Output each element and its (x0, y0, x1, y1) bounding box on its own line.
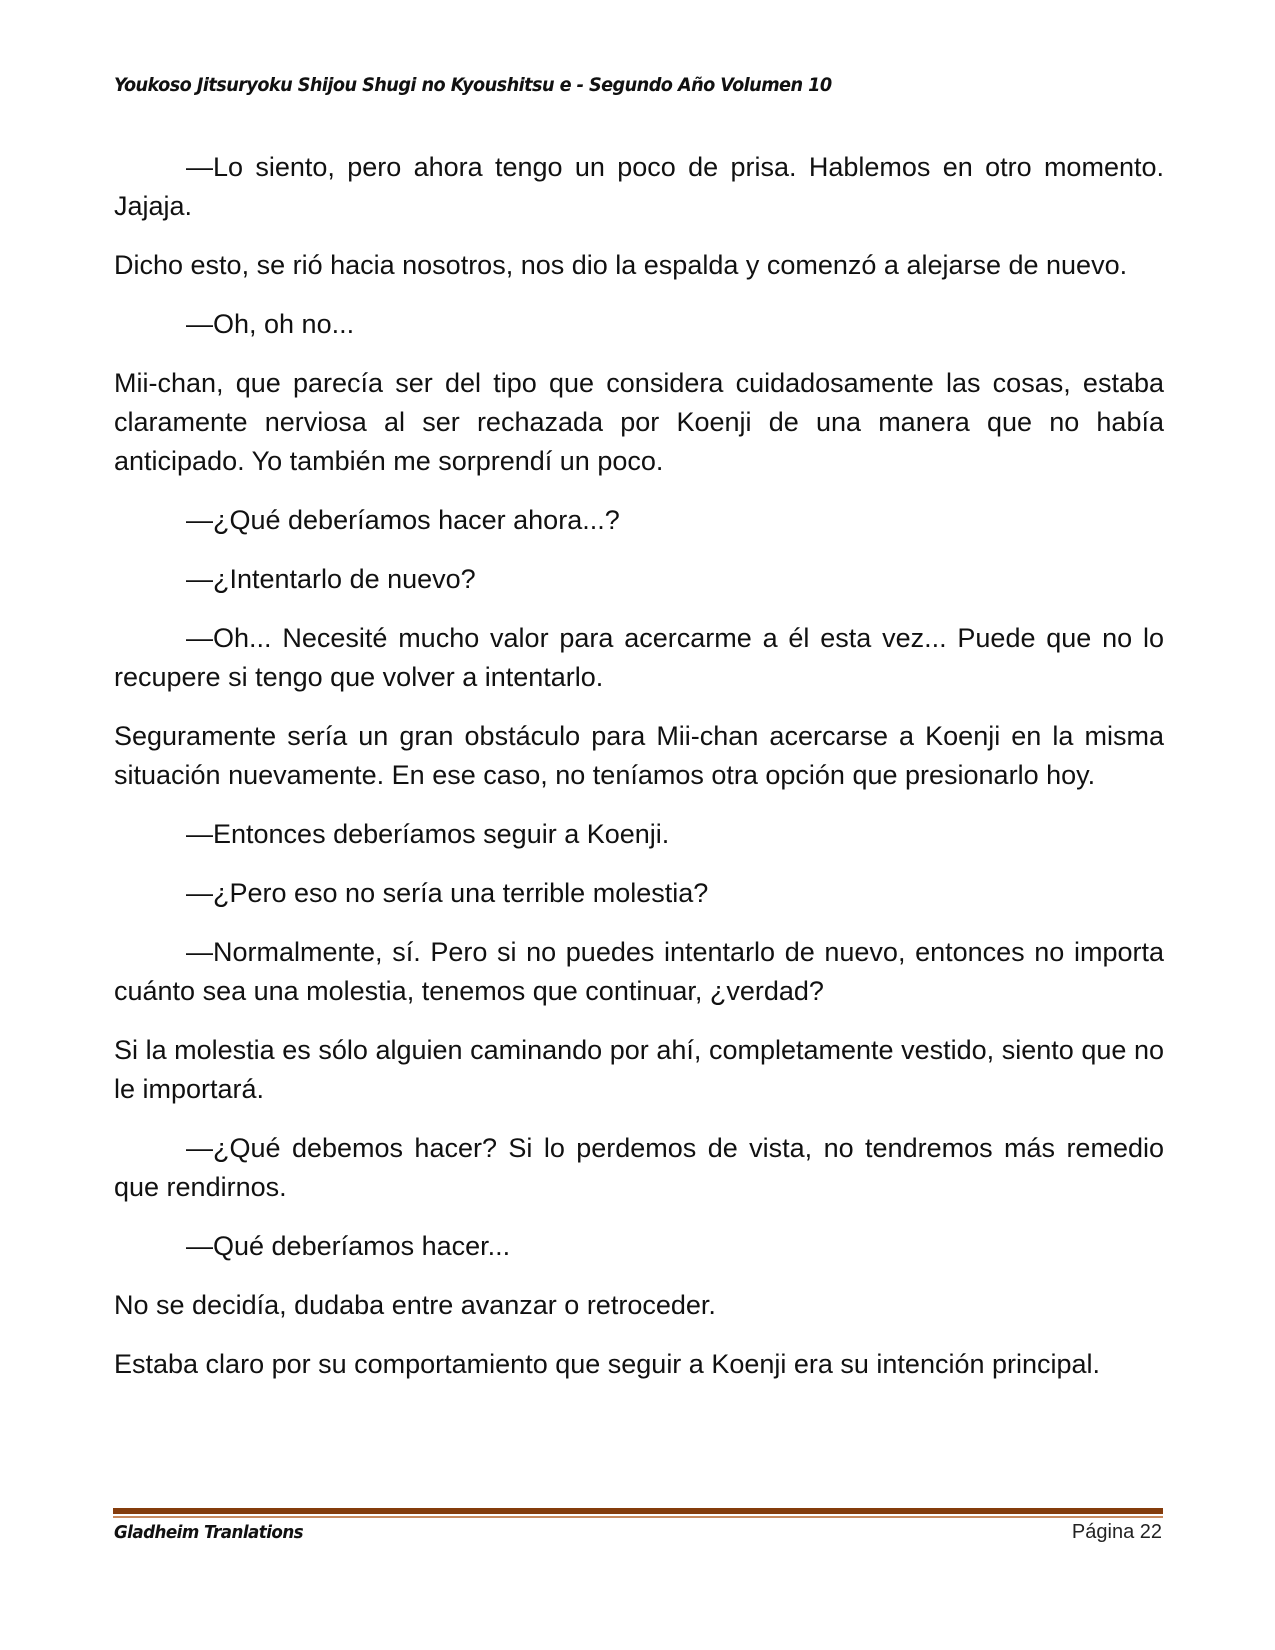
paragraph-dialogue: —Lo siento, pero ahora tengo un poco de prisa. Hablemos en otro momento. Jajaja. (114, 152, 1164, 221)
paragraph-dialogue: —Oh, oh no... (186, 309, 355, 339)
paragraph-dialogue: —¿Qué debemos hacer? Si lo perdemos de vista, no tendremos más remedio que rendirnos. (114, 1133, 1164, 1202)
paragraph-narration: Si la molestia es sólo alguien caminando por ahí, completamente vestido, siento que no le importará. (114, 1035, 1164, 1104)
paragraph-dialogue: —¿Qué deberíamos hacer ahora...? (186, 505, 620, 535)
paragraph-dialogue: —Normalmente, sí. Pero si no puedes intentarlo de nuevo, entonces no importa cuánto sea una molestia, tenemos que continuar, ¿verdad? (114, 937, 1164, 1006)
running-header: Youkoso Jitsuryoku Shijou Shugi no Kyoushitsu e - Segundo Año Volumen 10 (114, 74, 832, 96)
paragraph-narration: Mii-chan, que parecía ser del tipo que considera cuidadosamente las cosas, estaba claramente nerviosa al ser rechazada por Koenji de una manera que no había anticipado. Yo también me sorprendí un poco. (114, 368, 1164, 476)
body-text (114, 148, 1164, 1404)
paragraph-dialogue: —Entonces deberíamos seguir a Koenji. (186, 819, 670, 849)
paragraph-narration: No se decidía, dudaba entre avanzar o retroceder. (114, 1290, 716, 1320)
paragraph-narration: Estaba claro por su comportamiento que seguir a Koenji era su intención principal. (114, 1349, 1101, 1379)
paragraph-dialogue: —¿Intentarlo de nuevo? (186, 564, 476, 594)
paragraph-narration: Seguramente sería un gran obstáculo para Mii-chan acercarse a Koenji en la misma situación nuevamente. En ese caso, no teníamos otra opción que presionarlo hoy. (114, 721, 1164, 790)
paragraph-narration: Dicho esto, se rió hacia nosotros, nos dio la espalda y comenzó a alejarse de nuevo. (114, 250, 1128, 280)
footer-credit: Gladheim Tranlations (114, 1522, 304, 1543)
footer-rule (113, 1508, 1163, 1518)
footer-rule-thick (113, 1508, 1163, 1514)
page-number: Página 22 (1071, 1521, 1162, 1543)
footer-rule-thin (113, 1516, 1163, 1518)
paragraph-dialogue: —¿Pero eso no sería una terrible molestia? (186, 878, 709, 908)
paragraph-dialogue: —Qué deberíamos hacer... (186, 1231, 511, 1261)
paragraph-dialogue: —Oh... Necesité mucho valor para acercarme a él esta vez... Puede que no lo recupere si tengo que volver a intentarlo. (114, 623, 1164, 692)
